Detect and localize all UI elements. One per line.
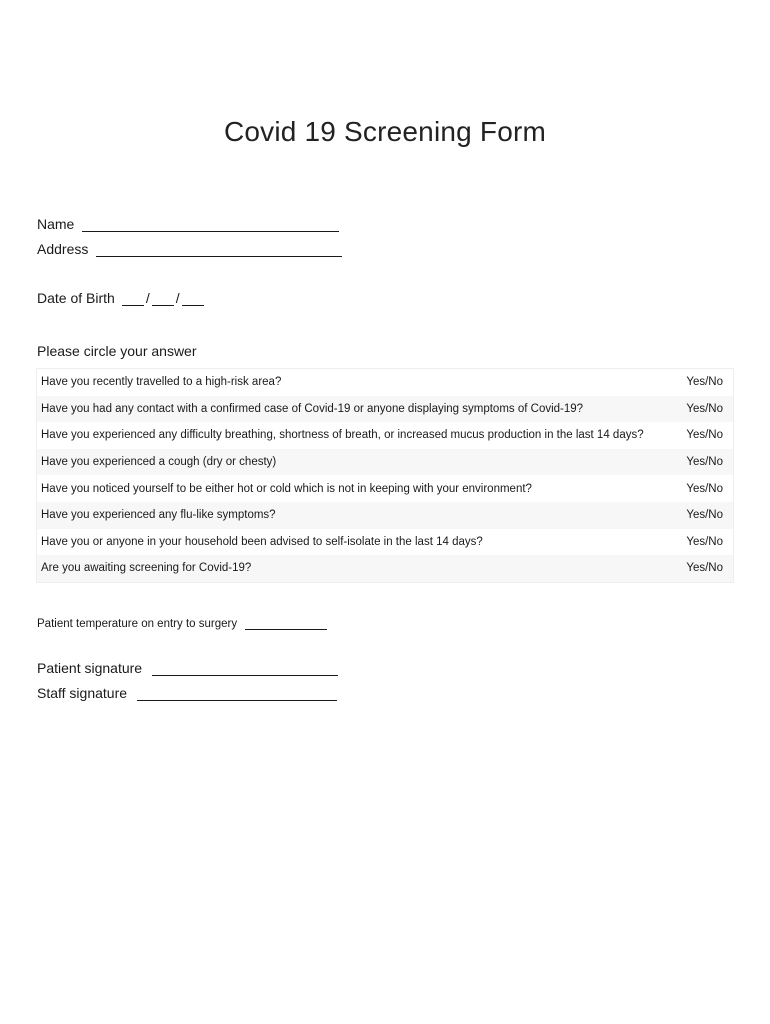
- temperature-label: Patient temperature on entry to surgery: [37, 618, 238, 630]
- table-row: [37, 449, 733, 476]
- table-row: [37, 396, 733, 423]
- question-text: Have you experienced a cough (dry or chesty): [41, 456, 277, 469]
- table-row: [37, 555, 733, 582]
- dob-month-blank[interactable]: [152, 293, 174, 306]
- staff-signature-row: [37, 685, 337, 701]
- question-text: Are you awaiting screening for Covid-19?: [41, 562, 252, 575]
- address-label: Address: [37, 241, 89, 257]
- answer-option[interactable]: Yes/No: [686, 535, 723, 548]
- patient-signature-line[interactable]: [152, 663, 338, 676]
- dob-label: Date of Birth: [37, 290, 115, 306]
- table-row: [37, 502, 733, 529]
- table-row: [37, 422, 733, 449]
- dob-separator: /: [145, 290, 150, 306]
- answer-option[interactable]: Yes/No: [686, 562, 723, 575]
- answer-option[interactable]: Yes/No: [686, 402, 723, 415]
- patient-signature-row: [37, 660, 338, 676]
- question-text: Have you noticed yourself to be either hot or cold which is not in keeping with your environment?: [41, 482, 532, 495]
- name-field-row: [37, 216, 339, 232]
- staff-signature-line[interactable]: [137, 688, 337, 701]
- question-text: Have you experienced any difficulty breathing, shortness of breath, or increased mucus production in the last 14 days?: [41, 429, 644, 442]
- answer-option[interactable]: Yes/No: [686, 509, 723, 522]
- question-text: Have you recently travelled to a high-risk area?: [41, 376, 282, 389]
- patient-signature-label: Patient signature: [37, 660, 143, 676]
- answer-option[interactable]: Yes/No: [686, 482, 723, 495]
- table-row: [37, 529, 733, 556]
- table-row: [37, 369, 733, 396]
- question-text: Have you had any contact with a confirmed case of Covid-19 or anyone displaying symptoms of Covid-19?: [41, 402, 584, 415]
- dob-field-row: [37, 290, 204, 306]
- dob-separator: /: [175, 290, 180, 306]
- name-label: Name: [37, 216, 75, 232]
- section-label: Please circle your answer: [37, 343, 197, 359]
- address-field-row: [37, 241, 342, 257]
- address-input-line[interactable]: [96, 244, 342, 257]
- question-text: Have you experienced any flu-like symptoms?: [41, 509, 276, 522]
- dob-day-blank[interactable]: [122, 293, 144, 306]
- question-text: Have you or anyone in your household been advised to self-isolate in the last 14 days?: [41, 535, 483, 548]
- answer-option[interactable]: Yes/No: [686, 456, 723, 469]
- table-row: [37, 475, 733, 502]
- dob-year-blank[interactable]: [182, 293, 204, 306]
- temperature-input-line[interactable]: [245, 619, 327, 630]
- answer-option[interactable]: Yes/No: [686, 376, 723, 389]
- temperature-field-row: [37, 618, 327, 630]
- questions-table: [36, 368, 734, 583]
- page-title: Covid 19 Screening Form: [223, 116, 547, 147]
- name-input-line[interactable]: [82, 219, 339, 232]
- staff-signature-label: Staff signature: [37, 685, 128, 701]
- answer-option[interactable]: Yes/No: [686, 429, 723, 442]
